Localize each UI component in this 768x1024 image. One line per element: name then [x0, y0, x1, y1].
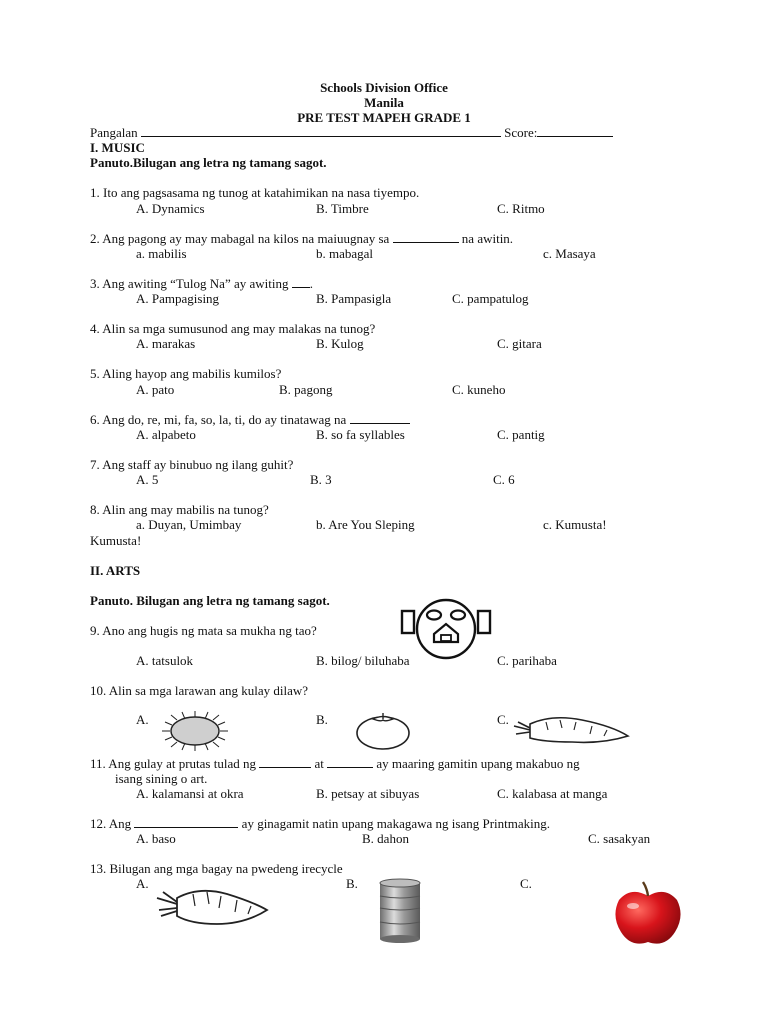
q1-option-a[interactable]: A. Dynamics	[136, 201, 205, 216]
q11-option-b[interactable]: B. petsay at sibuyas	[316, 786, 420, 801]
q6-option-c[interactable]: C. pantig	[497, 427, 545, 442]
name-blank[interactable]	[141, 125, 501, 137]
page-title: PRE TEST MAPEH GRADE 1	[297, 110, 471, 125]
q2-text-end: na awitin.	[461, 231, 514, 246]
q7-option-a[interactable]: A. 5	[136, 472, 159, 487]
q3-blank[interactable]	[292, 276, 310, 288]
q10-option-a[interactable]: A.	[136, 712, 149, 727]
score-label: Score:	[504, 125, 538, 140]
q2-option-a[interactable]: a. mabilis	[136, 246, 187, 261]
q12-option-b[interactable]: B. dahon	[362, 831, 409, 846]
q2-option-b[interactable]: b. mabagal	[316, 246, 374, 261]
q7-option-c[interactable]: C. 6	[493, 472, 515, 487]
q4-option-c[interactable]: C. gitara	[497, 336, 542, 351]
q4-option-a[interactable]: A. marakas	[136, 336, 196, 351]
q11-option-a[interactable]: A. kalamansi at okra	[136, 786, 244, 801]
apple-icon	[611, 880, 685, 948]
office-title: Schools Division Office	[320, 80, 448, 95]
q3-option-b[interactable]: B. Pampasigla	[316, 291, 392, 306]
q8-option-c[interactable]: c. Kumusta!	[543, 517, 607, 532]
q3-period: .	[309, 276, 313, 291]
q6-text: 6. Ang do, re, mi, fa, so, la, ti, do ay tinatawag na	[90, 412, 347, 427]
q3-option-a[interactable]: A. Pampagising	[136, 291, 220, 306]
question-6	[90, 412, 410, 427]
question-10: 10. Alin sa mga larawan ang kulay dilaw?	[90, 683, 309, 698]
q11-text-1: 11. Ang gulay at prutas tulad ng	[90, 756, 256, 771]
question-12	[90, 816, 550, 831]
q6-option-a[interactable]: A. alpabeto	[136, 427, 196, 442]
q12-option-c[interactable]: C. sasakyan	[588, 831, 651, 846]
q11-text-continued: isang sining o art.	[115, 771, 208, 786]
name-row	[90, 125, 613, 140]
name-label: Pangalan	[90, 125, 138, 140]
question-5: 5. Aling hayop ang mabilis kumilos?	[90, 366, 282, 381]
q12-text-1: 12. Ang	[90, 816, 132, 831]
q1-option-c[interactable]: C. Ritmo	[497, 201, 545, 216]
q8-option-a[interactable]: a. Duyan, Umimbay	[136, 517, 242, 532]
q9-option-a[interactable]: A. tatsulok	[136, 653, 194, 668]
question-2	[90, 231, 513, 246]
question-1: 1. Ito ang pagsasama ng tunog at katahimikan na nasa tiyempo.	[90, 185, 420, 200]
question-4: 4. Alin sa mga sumusunod ang may malakas na tunog?	[90, 321, 376, 336]
face-icon	[400, 598, 492, 660]
q6-option-b[interactable]: B. so fa syllables	[316, 427, 405, 442]
q11-blank-1[interactable]	[259, 756, 311, 768]
carrot-icon	[512, 712, 630, 748]
q10-option-c[interactable]: C.	[497, 712, 509, 727]
q2-blank[interactable]	[393, 231, 459, 243]
arts-instruction: Panuto. Bilugan ang letra ng tamang sagot.	[90, 593, 330, 608]
q9-option-c[interactable]: C. parihaba	[497, 653, 557, 668]
tomato-icon	[355, 710, 411, 750]
music-instruction: Panuto.Bilugan ang letra ng tamang sagot.	[90, 155, 327, 170]
q3-option-c[interactable]: C. pampatulog	[452, 291, 529, 306]
question-8: 8. Alin ang may mabilis na tunog?	[90, 502, 269, 517]
q13-option-b[interactable]: B.	[346, 876, 358, 891]
score-blank[interactable]	[537, 125, 613, 137]
question-9: 9. Ano ang hugis ng mata sa mukha ng tao?	[90, 623, 317, 638]
question-7: 7. Ang staff ay binubuo ng ilang guhit?	[90, 457, 294, 472]
q1-option-b[interactable]: B. Timbre	[316, 201, 369, 216]
q13-option-a[interactable]: A.	[136, 876, 149, 891]
q9-option-b[interactable]: B. bilog/ biluhaba	[316, 653, 410, 668]
city-title: Manila	[364, 95, 404, 110]
q6-blank[interactable]	[350, 412, 410, 424]
q7-option-b[interactable]: B. 3	[310, 472, 332, 487]
q8-option-c-continued: Kumusta!	[90, 533, 142, 548]
q5-option-b[interactable]: B. pagong	[279, 382, 333, 397]
q10-option-b[interactable]: B.	[316, 712, 328, 727]
carrot-icon	[155, 884, 269, 930]
q2-option-c[interactable]: c. Masaya	[543, 246, 596, 261]
tin-can-icon	[378, 878, 422, 944]
question-11	[90, 756, 580, 771]
q12-option-a[interactable]: A. baso	[136, 831, 176, 846]
q12-text-2: ay ginagamit natin upang makagawa ng isang Printmaking.	[241, 816, 550, 831]
arts-heading: II. ARTS	[90, 563, 141, 578]
q11-blank-2[interactable]	[327, 756, 373, 768]
q3-text: 3. Ang awiting “Tulog Na” ay awiting	[90, 276, 289, 291]
q4-option-b[interactable]: B. Kulog	[316, 336, 364, 351]
music-heading: I. MUSIC	[90, 140, 145, 155]
q5-option-a[interactable]: A. pato	[136, 382, 175, 397]
q12-blank[interactable]	[134, 816, 238, 828]
q5-option-c[interactable]: C. kuneho	[452, 382, 506, 397]
q13-option-c[interactable]: C.	[520, 876, 532, 891]
q11-option-c[interactable]: C. kalabasa at manga	[497, 786, 608, 801]
question-3	[90, 276, 313, 291]
q11-text-3: ay maaring gamitin upang makabuo ng	[376, 756, 580, 771]
q11-text-2: at	[314, 756, 324, 771]
sun-icon	[160, 710, 230, 752]
q8-option-b[interactable]: b. Are You Sleping	[316, 517, 415, 532]
question-13: 13. Bilugan ang mga bagay na pwedeng irecycle	[90, 861, 343, 876]
q2-text-start: 2. Ang pagong ay may mabagal na kilos na maiuugnay sa	[90, 231, 390, 246]
